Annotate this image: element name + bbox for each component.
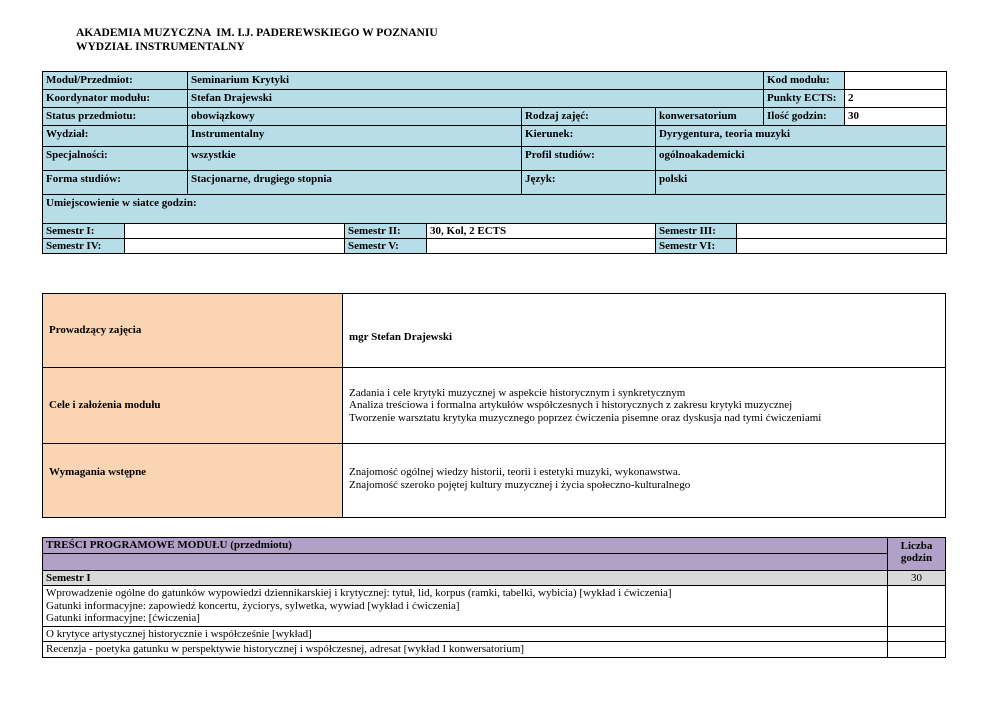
wydzial-label: Wydział:	[43, 126, 188, 147]
program-row	[43, 642, 888, 658]
ects-label: Punkty ECTS:	[764, 90, 845, 108]
semestr-4-label: Semestr IV:	[43, 239, 125, 254]
program-row	[43, 586, 888, 627]
wymagania-line: Znajomość ogólnej wiedzy historii, teorii i estetyki muzyki, wykonawstwa.	[349, 466, 681, 478]
status-value: obowiązkowy	[188, 108, 522, 126]
rodzaj-label: Rodzaj zajęć:	[522, 108, 656, 126]
program-line: O krytyce artystycznej historycznie i współcześnie [wykład]	[46, 627, 312, 640]
program-row-hours	[888, 642, 946, 658]
rodzaj-value: konwersatorium	[656, 108, 764, 126]
forma-value: Stacjonarne, drugiego stopnia	[188, 171, 522, 195]
status-label: Status przedmiotu:	[43, 108, 188, 126]
prowadzacy-value: mgr Stefan Drajewski	[343, 294, 946, 368]
module-details-table	[42, 293, 946, 518]
semestr-1-label: Semestr I:	[43, 224, 125, 239]
program-line: Wprowadzenie ogólne do gatunków wypowiedzi dziennikarskiej i krytycznej: tytuł, lid, korpus (ramki, tabelki, wybicia) [wykład i ćwiczenia]	[46, 587, 672, 599]
program-line: Recenzja - poetyka gatunku w perspektywie historycznej i współczesnej, adresat [wykład I konwersatorium]	[46, 643, 525, 655]
semestr-6-value	[737, 239, 947, 254]
specjalnosci-label: Specjalności:	[43, 147, 188, 171]
koordynator-value: Stefan Drajewski	[188, 90, 764, 108]
program-table	[42, 537, 946, 658]
wymagania-label: Wymagania wstępne	[43, 444, 343, 518]
forma-label: Forma studiów:	[43, 171, 188, 195]
faculty-name: WYDZIAŁ INSTRUMENTALNY	[76, 41, 245, 53]
program-row-hours	[888, 586, 946, 627]
cele-line: Analiza treściowa i formalna artykułów współczesnych i historycznych z zakresu krytyki muzycznej	[349, 399, 793, 412]
profil-value: ogólnoakademicki	[656, 147, 947, 171]
program-row-hours	[888, 626, 946, 642]
program-title: TREŚCI PROGRAMOWE MODUŁU (przedmiotu)	[43, 538, 888, 554]
jezyk-label: Język:	[522, 171, 656, 195]
semestr-5-label: Semestr V:	[345, 239, 427, 254]
cele-label: Cele i założenia modułu	[43, 368, 343, 444]
semestr-5-value	[427, 239, 656, 254]
godzin-label: Ilość godzin:	[764, 108, 845, 126]
modul-label: Moduł/Przedmiot:	[43, 72, 188, 90]
modul-value: Seminarium Krytyki	[188, 72, 764, 90]
kierunek-value: Dyrygentura, teoria muzyki	[656, 126, 947, 147]
program-title-spacer	[43, 553, 888, 570]
semestr-1-value	[125, 224, 345, 239]
semestr-4-value	[125, 239, 345, 254]
kod-label: Kod modułu:	[764, 72, 845, 90]
wymagania-line: Znajomość szeroko pojętej kultury muzycznej i życia społeczno-kulturalnego	[349, 478, 691, 491]
cele-line: Zadania i cele krytyki muzycznej w aspekcie historycznym i synkretycznym	[349, 386, 686, 399]
hours-header: Liczba godzin	[888, 538, 946, 571]
wymagania-content	[343, 444, 946, 518]
semestr-2-label: Semestr II:	[345, 224, 427, 239]
program-row	[43, 626, 888, 642]
jezyk-value: polski	[656, 171, 947, 195]
semester-label: Semestr I	[43, 570, 888, 586]
cele-line: Tworzenie warsztatu krytyka muzycznego poprzez ćwiczenia pisemne oraz dyskusja nad tymi ćwiczeniami	[349, 411, 822, 424]
specjalnosci-value: wszystkie	[188, 147, 522, 171]
semestr-3-label: Semestr III:	[656, 224, 737, 239]
profil-label: Profil studiów:	[522, 147, 656, 171]
wydzial-value: Instrumentalny	[188, 126, 522, 147]
semestr-6-label: Semestr VI:	[656, 239, 737, 254]
godzin-value: 30	[845, 108, 947, 126]
program-line: Gatunki informacyjne: [ćwiczenia]	[46, 612, 200, 624]
semester-hours: 30	[888, 570, 946, 586]
ects-value: 2	[845, 90, 947, 108]
umiejscowienie-label: Umiejscowienie w siatce godzin:	[43, 195, 947, 224]
semestr-2-value: 30, Kol, 2 ECTS	[427, 224, 656, 239]
semestr-3-value	[737, 224, 947, 239]
prowadzacy-label: Prowadzący zajęcia	[43, 294, 343, 368]
academy-name: AKADEMIA MUZYCZNA IM. I.J. PADEREWSKIEGO W POZNANIU	[76, 27, 438, 39]
koordynator-label: Koordynator modułu:	[43, 90, 188, 108]
module-info-table	[42, 71, 947, 254]
institution-header	[76, 26, 438, 54]
kod-value	[845, 72, 947, 90]
cele-content	[343, 368, 946, 444]
kierunek-label: Kierunek:	[522, 126, 656, 147]
program-line: Gatunki informacyjne: zapowiedź koncertu, życiorys, sylwetka, wywiad [wykład i ćwiczenia]	[46, 599, 460, 612]
